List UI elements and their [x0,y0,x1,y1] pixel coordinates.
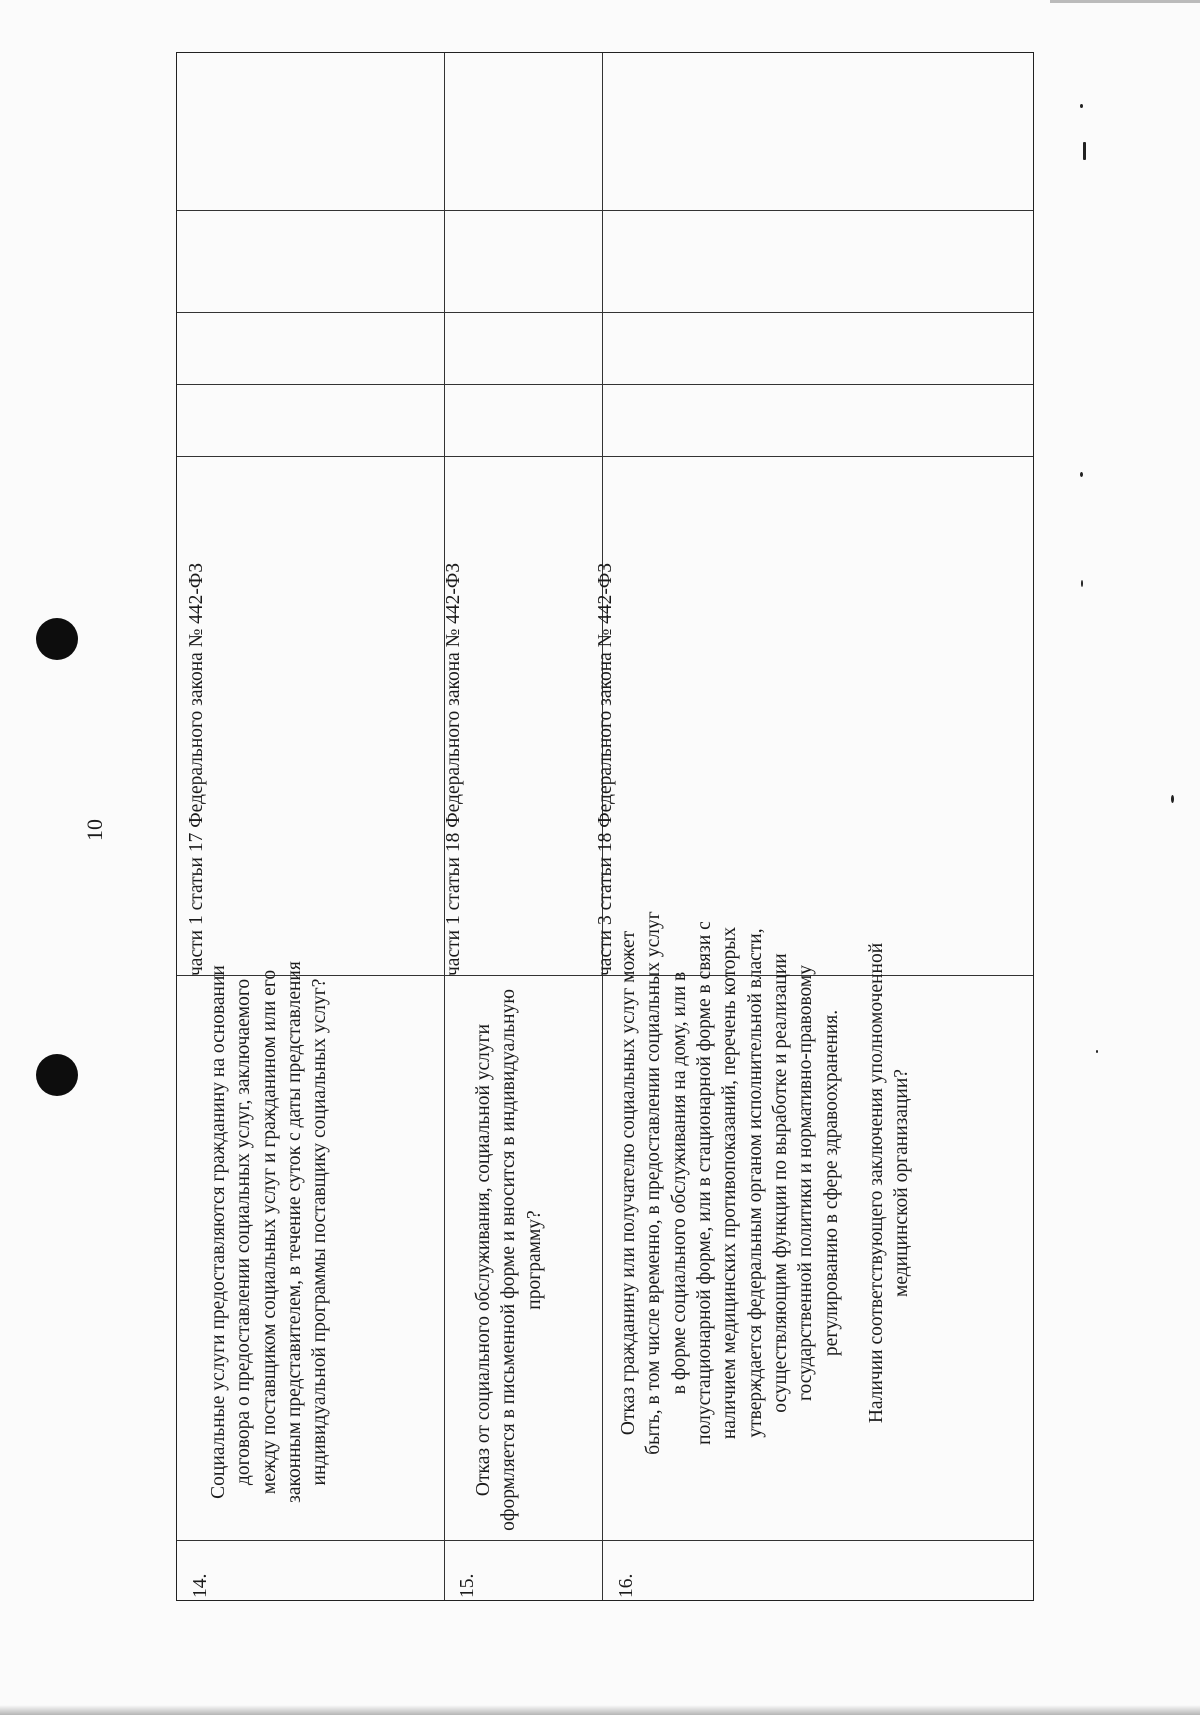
punch-hole-top [36,618,78,660]
question-paragraph: Отказ гражданину или получателю социальных услуг может быть, в том числе временно, в предоставлении социальных услуг в форме социального обслуживания на дому, или в полустационарной форме, или в стационарной форме в связи с наличием медицинских противопоказаний, перечень которых утверждается федеральным органом исполнительной власти, осуществляющим функции по выработке и реализации государственной политики и нормативно-правовому регулированию в сфере здравоохранения. [618,911,842,1455]
question-text [206,959,446,1505]
question-paragraph: Отказ от социального обслуживания, социальной услуги оформляется в письменной форме и вносится в индивидуальную программу? [473,989,545,1531]
page-number: 10 [82,819,107,841]
column-divider-2 [177,312,1033,313]
question-text [616,910,1026,1456]
question-paragraph: Социальные услуги предоставляются гражданину на основании договора о предоставлении социальных услуг, заключаемого между поставщиком социальных услуг и гражданином или его законным представителем, в течение суток с даты представления индивидуальной программы поставщику социальных услуг? [208,961,331,1503]
legal-reference: части 1 статьи 18 Федерального закона № 442-ФЗ [443,562,464,976]
scan-speck [1081,580,1083,587]
scan-bottom-edge [0,1705,1200,1715]
scan-speck [1083,142,1086,160]
checklist-table [176,52,1034,1601]
column-divider-1 [177,210,1033,211]
row-number: 15. [457,1573,478,1598]
scan-speck [1080,472,1083,477]
row-number: 16. [616,1573,637,1598]
scan-speck [1096,1050,1098,1053]
scan-speck [1080,104,1083,108]
punch-hole-bottom [36,1054,78,1096]
question-paragraph: Наличии соответствующего заключения уполномоченной медицинской организации? [866,942,913,1424]
column-divider-4 [177,456,1033,457]
column-divider-6 [177,1540,1033,1541]
column-divider-3 [177,384,1033,385]
question-text [471,987,561,1533]
row-number: 14. [190,1573,211,1598]
legal-reference: части 3 статьи 18 Федерального закона № 442-ФЗ [595,562,616,976]
scan-speck [1171,795,1174,803]
scan-edge [1050,0,1200,3]
legal-reference: части 1 статьи 17 Федерального закона № 442-ФЗ [186,562,207,976]
